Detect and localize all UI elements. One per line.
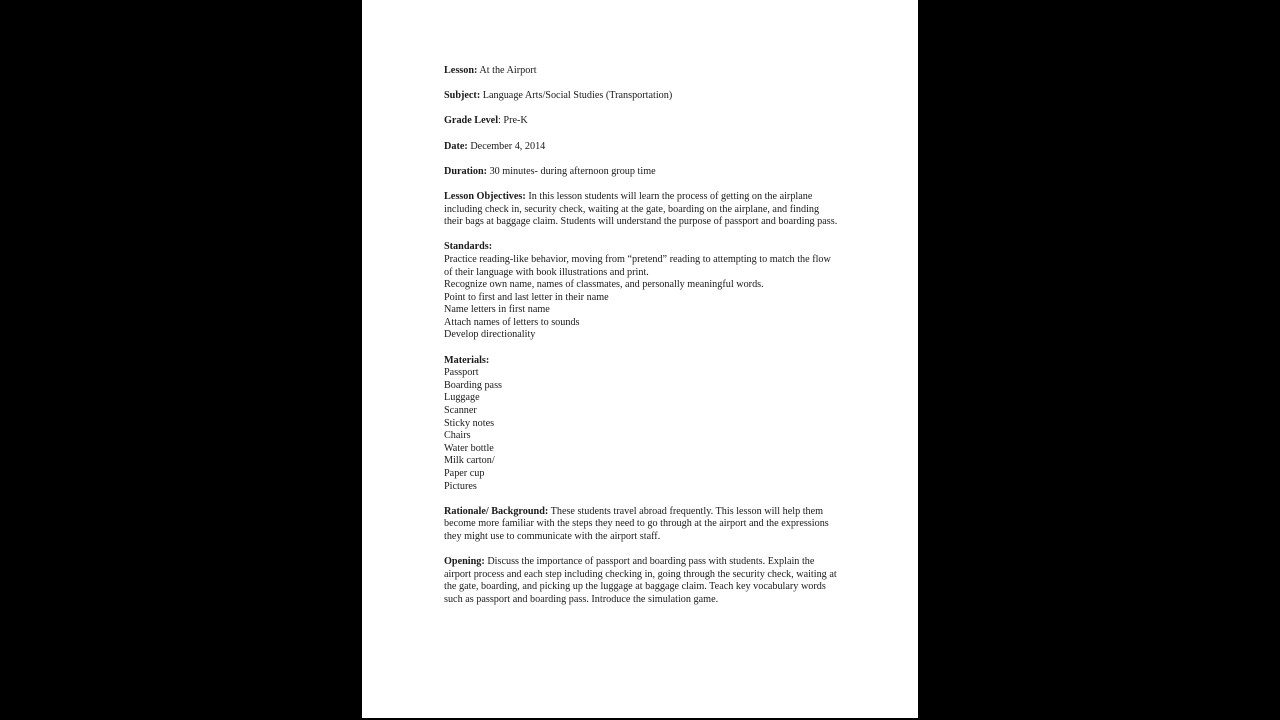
standards-item: Practice reading-like behavior, moving from “pretend” reading to attempting to match the flow of their language with book illustrations and print. (444, 253, 831, 278)
standards-item: Recognize own name, names of classmates, and personally meaningful words. (444, 279, 764, 291)
materials-item: Chairs (444, 430, 471, 442)
opening-label: Opening: (444, 556, 485, 568)
document-page (362, 0, 918, 718)
materials-item: Milk carton/ (444, 455, 495, 467)
duration-line (444, 166, 840, 179)
materials-section (444, 355, 840, 494)
date-value: December 4, 2014 (470, 140, 546, 152)
standards-item: Name letters in first name (444, 304, 550, 316)
lesson-plan-text (444, 65, 840, 619)
standards-item: Develop directionality (444, 329, 536, 341)
grade-level-line (444, 115, 840, 128)
objectives-label: Lesson Objectives: (444, 190, 526, 202)
materials-item: Passport (444, 367, 479, 379)
subject-label: Subject: (444, 90, 481, 102)
materials-item: Pictures (444, 480, 477, 492)
lesson-value: At the Airport (479, 65, 537, 76)
lesson-line (444, 65, 840, 78)
rationale-label: Rationale/ Background: (444, 505, 549, 517)
materials-item: Paper cup (444, 468, 485, 479)
objectives-paragraph (444, 191, 840, 229)
rationale-text: These students travel abroad frequently. This lesson will help them become more familiar with the steps they need to go through at the airport and the expressions they might use to communicate with the airport staff. (444, 505, 829, 542)
rationale-paragraph (444, 506, 840, 544)
materials-item: Sticky notes (444, 417, 495, 429)
standards-item: Attach names of letters to sounds (444, 316, 580, 328)
materials-item: Luggage (444, 392, 480, 404)
opening-paragraph (444, 556, 840, 606)
opening-text: Discuss the importance of passport and boarding pass with students. Explain the airport process and each step including checking in, going through the security check, waiting at the gate, boarding, and picking up the luggage at baggage claim. Teach key vocabulary words such as passport and boarding pass. Introduce the simulation game. (444, 556, 837, 605)
date-label: Date: (444, 140, 468, 152)
materials-item: Water bottle (444, 442, 494, 454)
duration-label: Duration: (444, 165, 488, 177)
materials-item: Scanner (444, 405, 477, 417)
materials-heading: Materials: (444, 354, 490, 366)
duration-value: 30 minutes- during afternoon group time (489, 165, 656, 177)
standards-item: Point to first and last letter in their name (444, 291, 609, 303)
standards-section (444, 241, 840, 342)
standards-heading: Standards: (444, 241, 493, 253)
materials-item: Boarding pass (444, 379, 503, 391)
date-line (444, 141, 840, 154)
lesson-label: Lesson: (444, 65, 478, 76)
subject-value: Language Arts/Social Studies (Transportation) (482, 90, 673, 102)
grade-level-value: : Pre-K (498, 115, 528, 127)
objectives-text: In this lesson students will learn the process of getting on the airplane including check in, security check, waiting at the gate, boarding on the airplane, and finding their bags at baggage claim. Students will understand the purpose of passport and boarding pass. (444, 190, 838, 228)
grade-level-label: Grade Level (444, 115, 499, 127)
subject-line (444, 90, 840, 103)
